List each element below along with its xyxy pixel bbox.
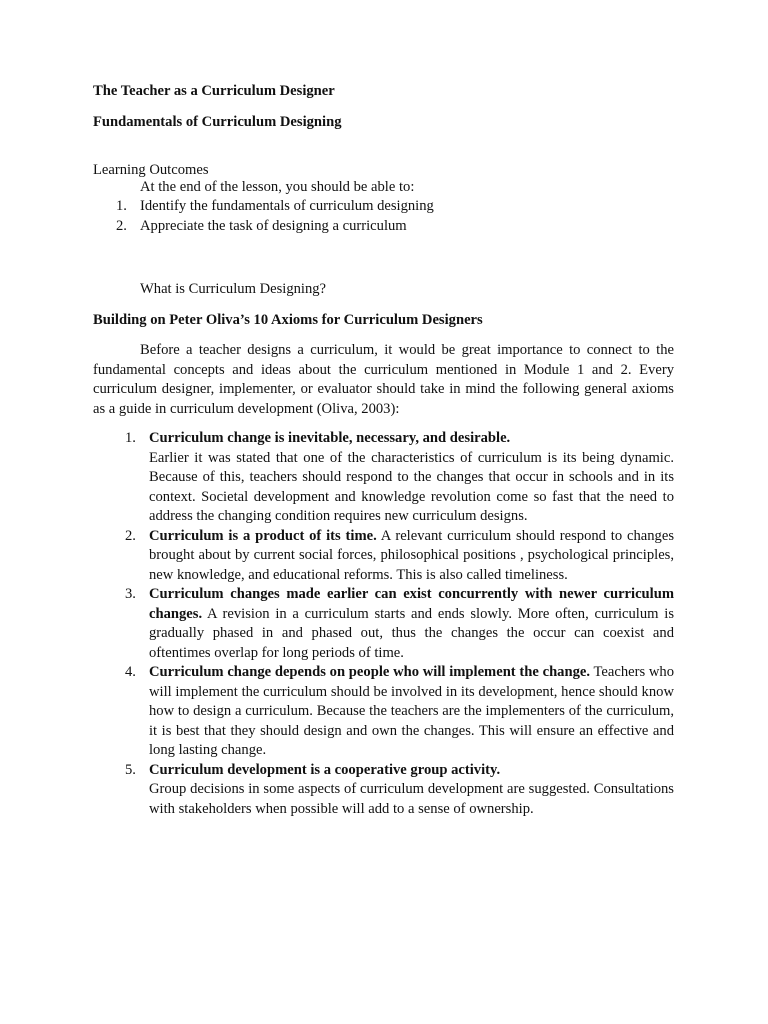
list-number: 2. xyxy=(125,527,136,544)
document-title: The Teacher as a Curriculum Designer xyxy=(93,83,335,99)
axiom-item xyxy=(93,761,674,820)
axiom-body: A relevant curriculum should respond to changes brought about by current social forces, philosophical positions , psychological principles, new knowledge, and educational reforms. This is also called timeliness. xyxy=(149,527,674,583)
section-question: What is Curriculum Designing? xyxy=(140,281,327,297)
learning-outcome-text: Identify the fundamentals of curriculum designing xyxy=(140,198,434,214)
list-number: 3. xyxy=(125,586,136,603)
axiom-item xyxy=(93,585,674,663)
axiom-item xyxy=(93,527,674,586)
axiom-lead: Curriculum change is inevitable, necessary, and desirable. xyxy=(149,430,511,447)
learning-outcomes-list xyxy=(93,196,674,236)
axiom-item xyxy=(93,429,674,527)
section-heading: Building on Peter Oliva’s 10 Axioms for Curriculum Designers xyxy=(93,312,483,328)
document-subtitle: Fundamentals of Curriculum Designing xyxy=(93,114,342,130)
list-number: 2. xyxy=(116,218,127,234)
list-number: 1. xyxy=(125,430,136,447)
learning-outcomes-heading: Learning Outcomes xyxy=(93,162,209,178)
axiom-body: A revision in a curriculum starts and ends slowly. More often, curriculum is gradually phased in and phased out, thus the changes the occur can coexist and oftentimes overlap for long periods of time. xyxy=(149,605,674,661)
axiom-lead: Curriculum development is a cooperative group activity. xyxy=(149,761,501,778)
intro-paragraph: Before a teacher designs a curriculum, it would be great importance to connect to the fundamental concepts and ideas about the curriculum mentioned in Module 1 and 2. Every curriculum designer, implementer, or evaluator should take in mind the following general axioms as a guide in curriculum development (Oliva, 2003): xyxy=(93,342,674,417)
learning-outcome-text: Appreciate the task of designing a curriculum xyxy=(140,218,407,234)
axiom-body: Earlier it was stated that one of the characteristics of curriculum is its being dynamic. Because of this, teachers should respond to the changes that occur in schools and in its context. Societal development and knowledge revolution come so fast that the need to address the changing condition requires new curriculum designs. xyxy=(149,449,674,525)
axiom-body: Group decisions in some aspects of curriculum development are suggested. Consultations with stakeholders when possible will add to a sense of ownership. xyxy=(149,781,674,817)
document-page xyxy=(93,81,674,819)
axiom-item xyxy=(93,663,674,761)
list-number: 4. xyxy=(125,664,136,681)
list-number: 5. xyxy=(125,761,136,778)
list-number: 1. xyxy=(116,198,127,214)
learning-outcome-item xyxy=(93,216,674,236)
axiom-lead: Curriculum changes made earlier can exist concurrently with newer curriculum changes. xyxy=(149,586,674,622)
axiom-lead: Curriculum change depends on people who will implement the change. xyxy=(149,664,591,681)
axioms-list xyxy=(93,429,674,819)
learning-outcomes-intro: At the end of the lesson, you should be able to: xyxy=(140,179,415,195)
learning-outcomes-section xyxy=(93,161,674,236)
axiom-body: Teachers who will implement the curriculum should be involved in its development, hence should know how to design a curriculum. Because the teachers are the implementers of the curriculum, it is best that they should design and own the changes. This will ensure an effective and long lasting change. xyxy=(149,664,675,759)
learning-outcome-item xyxy=(93,196,674,216)
axiom-lead: Curriculum is a product of its time. xyxy=(149,527,377,544)
